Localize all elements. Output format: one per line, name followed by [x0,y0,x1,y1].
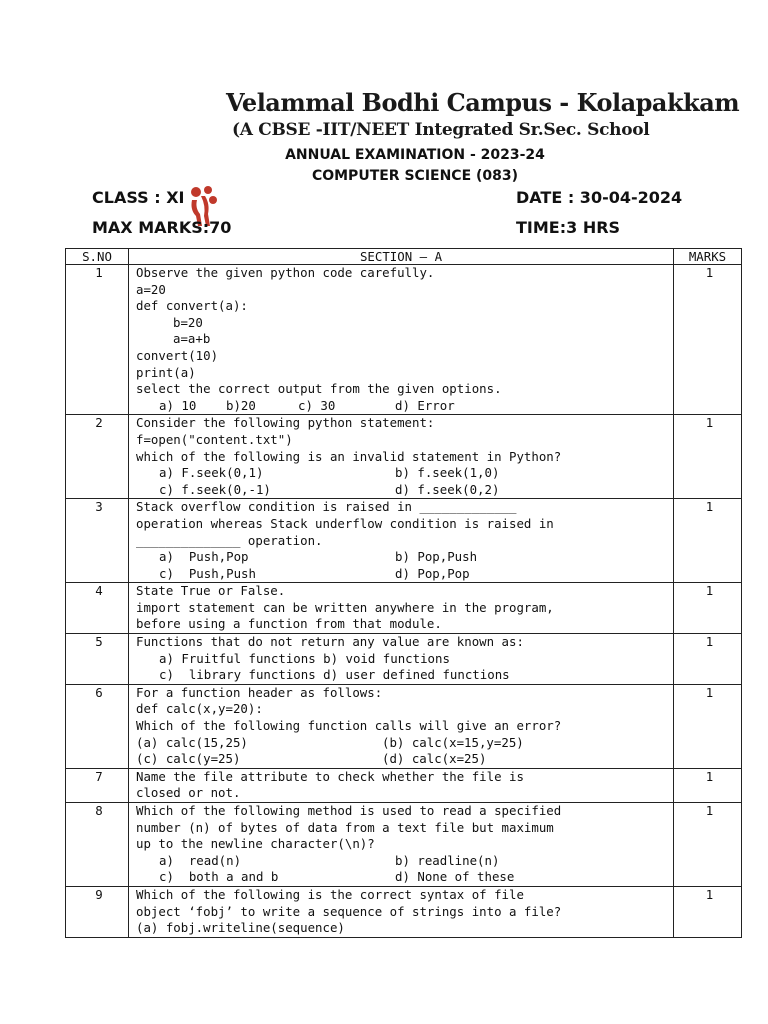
table-header-row [66,249,742,265]
question-text-cell [129,415,674,499]
question-number: 9 [66,886,129,937]
question-line: a=20 [136,281,166,297]
question-number: 8 [66,803,129,887]
question-line: State True or False. [136,583,286,599]
question-number: 1 [66,265,129,415]
exam-title: ANNUAL EXAMINATION - 2023-24 [285,147,545,163]
question-line: (a) fobj.writeline(sequence) [136,920,345,936]
options-row [136,751,670,768]
question-line: Stack overflow condition is raised in _____________ [136,499,517,515]
question-line: For a function header as follows: [136,684,383,700]
question-marks: 1 [674,634,742,685]
question-text-cell [129,886,674,937]
options-row [136,853,670,870]
question-line: import statement can be written anywhere in the program, [136,599,554,615]
option-item: (d) calc(x=25) [382,751,487,767]
option-item: d) Pop,Pop [395,565,470,581]
option-item: c) f.seek(0,-1) [159,481,271,497]
question-text-cell [129,768,674,802]
question-text-cell [129,803,674,887]
question-number: 2 [66,415,129,499]
question-marks: 1 [674,684,742,768]
date-label: DATE : 30-04-2024 [516,188,683,207]
table-row [66,634,742,685]
class-label: CLASS : XI [92,188,185,207]
table-row [66,803,742,887]
option-item: b) readline(n) [395,852,500,868]
marks-header: MARKS [674,249,742,265]
question-marks: 1 [674,415,742,499]
table-row [66,265,742,415]
question-table [65,248,742,938]
question-text-cell [129,499,674,583]
question-line: closed or not. [136,785,241,801]
question-marks: 1 [674,768,742,802]
options-row [136,667,670,684]
question-text-cell [129,265,674,415]
subject-title: COMPUTER SCIENCE (083) [311,168,519,184]
question-line: convert(10) [136,347,219,363]
question-line: def calc(x,y=20): [136,701,263,717]
option-item: a) 10 [159,397,197,413]
time-label: TIME:3 HRS [516,218,621,237]
question-marks: 1 [674,583,742,634]
question-marks: 1 [674,265,742,415]
question-line: Consider the following python statement: [136,415,435,431]
table-row [66,684,742,768]
question-number: 6 [66,684,129,768]
question-marks: 1 [674,886,742,937]
option-item: b) Pop,Push [395,549,478,565]
question-text-cell [129,684,674,768]
options-row [136,651,670,668]
code-line: a=a+b [173,331,211,347]
code-line: b=20 [173,314,203,330]
option-item: c) 30 [298,397,336,413]
options-row [136,869,670,886]
option-item: (c) calc(y=25) [136,751,241,767]
option-item: a) Fruitful functions b) void functions [159,650,450,666]
question-line: ______________ operation. [136,532,323,548]
section-header: SECTION – A [129,249,674,265]
options-row [136,735,670,752]
option-item: (a) calc(15,25) [136,734,248,750]
options-row [136,465,670,482]
table-row [66,583,742,634]
sno-header: S.NO [66,249,129,265]
option-item: a) Push,Pop [159,549,249,565]
options-row [136,482,670,499]
question-marks: 1 [674,499,742,583]
option-item: d) Error [395,397,455,413]
question-text-cell [129,634,674,685]
question-line: which of the following is an invalid statement in Python? [136,448,562,464]
option-item: b) f.seek(1,0) [395,465,500,481]
question-line: Name the file attribute to check whether the file is [136,768,524,784]
question-line: Functions that do not return any value are known as: [136,634,524,650]
school-name: Velammal Bodhi Campus - Kolapakkam [226,88,740,117]
table-row [66,768,742,802]
question-line: operation whereas Stack underflow condition is raised in [136,515,554,531]
option-item: d) f.seek(0,2) [395,481,500,497]
question-text-cell [129,583,674,634]
table-row [66,499,742,583]
question-line: Which of the following function calls will give an error? [136,718,562,734]
question-line: print(a) [136,364,196,380]
school-subtitle: (A CBSE -IIT/NEET Integrated Sr.Sec. School [232,120,650,140]
question-line: Observe the given python code carefully. [136,265,435,280]
question-line: select the correct output from the given options. [136,381,502,397]
table-row [66,886,742,937]
question-line: up to the newline character(\n)? [136,836,375,852]
question-marks: 1 [674,803,742,887]
question-line: object ‘fobj’ to write a sequence of strings into a file? [136,903,562,919]
options-row [136,549,670,566]
options-row [136,398,670,415]
option-item: b)20 [226,397,256,413]
question-line: number (n) of bytes of data from a text file but maximum [136,819,554,835]
max-marks-label: MAX MARKS:70 [92,218,232,237]
question-number: 4 [66,583,129,634]
option-item: d) None of these [395,869,515,885]
question-number: 7 [66,768,129,802]
question-line: Which of the following method is used to read a specified [136,803,562,818]
option-item: a) F.seek(0,1) [159,465,264,481]
question-line: f=open("content.txt") [136,431,293,447]
question-line: Which of the following is the correct syntax of file [136,886,524,902]
option-item: a) read(n) [159,852,242,868]
option-item: c) both a and b [159,869,279,885]
question-number: 5 [66,634,129,685]
option-item: c) library functions d) user defined functions [159,667,510,683]
table-row [66,415,742,499]
question-number: 3 [66,499,129,583]
question-line: def convert(a): [136,298,248,314]
options-row [136,566,670,583]
question-line: before using a function from that module. [136,616,442,632]
option-item: c) Push,Push [159,565,256,581]
option-item: (b) calc(x=15,y=25) [382,734,524,750]
